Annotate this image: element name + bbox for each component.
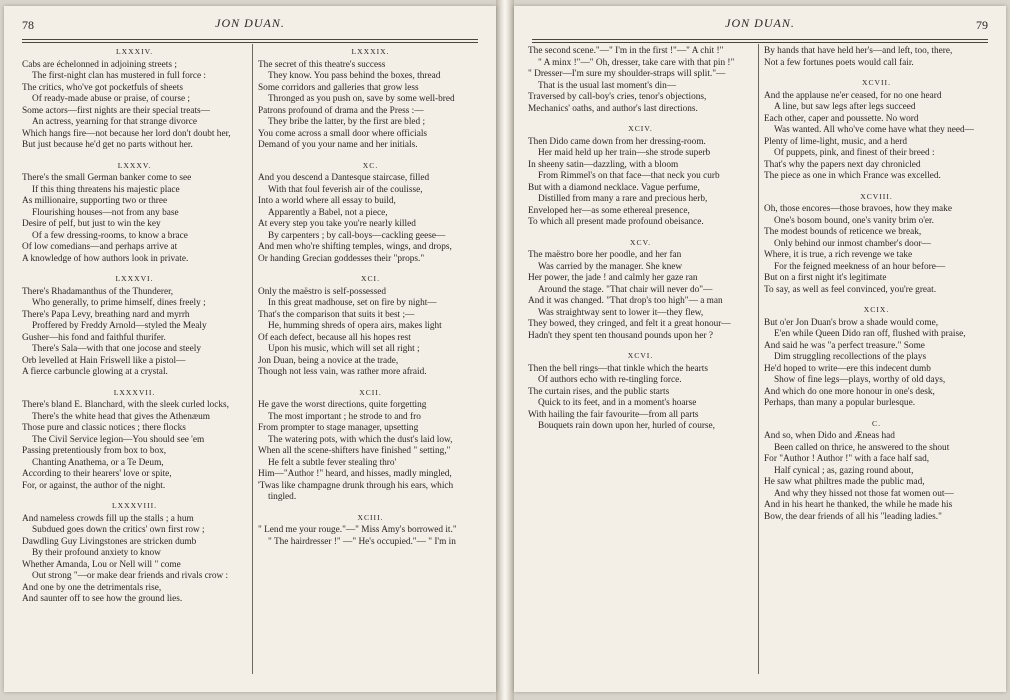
verse-line: E'en while Queen Dido ran off, flushed with praise, [774,329,966,339]
stanza-number: LXXXVIII. [111,501,158,510]
verse-line: The watering pots, with which the dust's laid low, [268,434,453,445]
verse-line: Orb levelled at Hain Friswell like a pistol— [22,355,186,366]
verse-line: The most important ; he strode to and fro [268,411,421,422]
stanza [22,46,247,152]
left-column-1 [22,46,247,614]
verse-line: Perhaps, than many a popular burlesque. [764,398,916,408]
left-column-2 [258,46,483,556]
verse-line: Oh, those encores—those bravoes, how they make [764,204,952,214]
verse-line: The Civil Service legion—You should see 'em [32,434,205,445]
stanza-number: LXXXV. [117,160,152,170]
verse-line: Thronged as you push on, save by some well-bred [268,94,455,104]
verse-line: That's why the papers next day chronicled [764,159,921,170]
stanza [258,387,483,504]
verse-line: Out strong "—or make dear friends and rivals crow : [32,571,229,581]
stanza-number: LXXXVII. [113,387,156,397]
verse-line: That's the comparison that suits it best ;— [258,309,415,320]
verse-line: Her maid held up her train—she strode superb [538,148,711,158]
verse-line: But with a diamond necklace. Vague perfume, [528,182,700,193]
verse-line: Chanting Anathema, or a Te Deum, [32,457,164,468]
stanza-number: XCVI. [627,351,654,360]
verse-line: When all the scene-shifters have finished " setting," [258,446,451,456]
verse-line: In sheeny satin—dazzling, with a bloom [528,159,679,170]
verse-line: They bowed, they cringed, and felt it a great honour— [528,319,731,329]
verse-line: An actress, yearning for that strange divorce [32,117,197,127]
verse-line: Patrons profound of drama and the Press :— [258,105,424,116]
right-page-number: 79 [976,18,988,32]
right-head-rule [532,39,988,43]
verse-line: " Lend me your rouge."—" Miss Amy's borrowed it." [258,525,457,535]
verse-line: A knowledge of how authors look in private. [22,253,189,264]
book-gutter [496,0,514,700]
verse-line: Some corridors and galleries that grow less [258,82,419,93]
stanza-number: C. [872,418,881,428]
stanza [764,191,989,297]
verse-line: He'd hoped to write—ere this indecent dumb [764,363,931,374]
verse-line: There's bland E. Blanchard, with the sleek curled locks, [22,400,229,410]
stanza-number: XCV. [630,237,651,247]
verse-line: Some actors—first nights are their special treats— [22,105,210,116]
verse-line: Been called on thrice, he answered to the shout [774,442,950,453]
verse-line: And it was changed. "That drop's too high"— a man [528,296,723,306]
stanza-number: XCIII. [357,512,384,522]
left-running-head [22,16,478,36]
verse-line: The secret of this theatre's success [258,59,386,70]
verse-line: But o'er Jon Duan's brow a shade would come, [764,317,939,328]
verse-line: Dawdling Guy Livingstones are stricken dumb [22,536,197,547]
verse-line: At every step you take you're nearly killed [258,219,416,229]
verse-line: You come across a small door where officials [258,128,428,139]
verse-line: Her power, the jade ! and calmly her gaze ran [528,273,698,283]
stanza-number: LXXXIV. [115,47,154,56]
verse-line: The first-night clan has mustered in full force : [32,71,207,81]
verse-line: Half cynical ; as, gazing round about, [774,465,914,476]
verse-line: There's the white head that gives the Athenæum [32,411,211,422]
verse-line: By hands that have held her's—and left, too, there, [764,46,953,56]
verse-line: And the applause ne'er ceased, for no one heard [764,90,942,101]
right-running-head [532,16,988,36]
verse-line: There's Rhadamanthus of the Thunderer, [22,286,174,297]
verse-line: The second scene."—" I'm in the first !"—" A chit !" [528,46,724,56]
verse-line: But on a first night it's legitimate [764,273,887,283]
stanza [22,273,247,379]
stanza [764,418,989,524]
verse-line: Dim struggling recollections of the plays [774,352,927,362]
verse-line: From Rimmel's on that face—that neck you curb [538,171,720,181]
verse-line: Each other, caper and poussette. No word [764,113,919,124]
verse-line: With that foul feverish air of the coulisse, [268,184,423,195]
verse-line: To say, as well as feel convinced, you're great. [764,284,937,295]
verse-line: And why they hissed not those fat women out— [774,488,954,499]
stanza-number: XCI. [361,274,380,283]
verse-line: Of each defect, because all his hopes rest [258,332,411,343]
verse-line: Where, it is true, a rich revenge we take [764,250,913,260]
verse-line: Subdued goes down the critics' own first row ; [32,525,205,535]
left-page-number: 78 [22,18,34,32]
stanza-number: XCIX. [863,305,890,314]
verse-line: For, or against, the author of the night. [22,480,166,491]
verse-line: And you descend a Dantesque staircase, filled [258,173,430,183]
verse-line: From prompter to stage manager, upsetting [258,423,419,433]
verse-line: 'Twas like champagne drunk through his ears, which tingled. [258,480,454,502]
verse-line: Jon Duan, being a novice at the trade, [258,355,399,366]
verse-line: They know. You pass behind the boxes, thread [268,71,441,81]
left-column-divider [252,44,253,674]
verse-line: He saw what philtres made the public mad, [764,477,925,487]
verse-line: He felt a subtle fever stealing thro' [268,457,397,468]
stanza [528,350,753,433]
verse-line: " The hairdresser !" —" He's occupied."— " I'm in [268,536,456,547]
right-column-2 [764,46,989,531]
verse-line: Of authors echo with re-tingling force. [538,375,682,385]
verse-line: Hadn't they spent ten thousand pounds upon her ? [528,330,713,341]
verse-line: And saunter off to see how the ground lies. [22,594,183,604]
verse-line: Demand of you your name and her initials. [258,140,418,150]
verse-line: The critics, who've got pocketfuls of sheets [22,82,183,93]
verse-line: Was straightway sent to lower it—they flew, [538,307,704,318]
verse-line: Distilled from many a rare and precious herb, [538,194,708,204]
verse-line: The piece as one in which France was excelled. [764,171,941,181]
verse-line: The maëstro bore her poodle, and her fan [528,250,682,260]
stanza [528,123,753,229]
stanza-number: XC. [362,160,379,170]
verse-line: Quick to its feet, and in a moment's hoarse [538,398,697,408]
stanza [22,387,247,493]
verse-line: One's bosom bound, one's vanity brim o'er. [774,215,934,226]
verse-line: And said he was "a perfect treasure." Some [764,340,925,351]
verse-line: Bouquets rain down upon her, hurled of course, [538,421,716,431]
verse-line: Gusher—his fond and faithful thurifer. [22,332,166,343]
verse-line: Bow, the dear friends of all his "leading ladies." [764,511,942,522]
stanza-number: XCVII. [862,78,891,87]
verse-line: By carpenters ; by call-boys—cackling geese— [268,230,446,241]
stanza-number: XCII. [359,387,382,397]
stanza-number: XCIV. [628,124,653,133]
verse-line: But just because he'd get no parts without her. [22,140,193,150]
verse-line: Cabs are échelonned in adjoining streets ; [22,59,177,70]
verse-line: " Dresser—I'm sure my shoulder-straps will split."— [528,69,726,79]
verse-line: Passing pretentiously from box to box, [22,446,167,456]
verse-line: Was wanted. All who've come have what they need— [774,125,974,135]
verse-line: The modest bounds of reticence we break, [764,227,922,237]
verse-line: Which hangs fire—not because her lord don't doubt her, [22,128,231,139]
verse-line: And which do one more honour in one's desk, [764,386,935,397]
verse-line: A fierce carbuncle glowing at a crystal. [22,367,168,377]
verse-line: There's Sala—with that one jocose and steely [32,344,201,354]
verse-line: With hailing the fair favourite—from all parts [528,409,699,420]
verse-line: And in his heart he thanked, the while he made his [764,500,953,510]
verse-line: A line, but saw legs after legs succeed [774,102,916,112]
verse-line: Plenty of lime-light, music, and a herd [764,136,908,147]
verse-line: Of ready-made abuse or praise, of course ; [32,94,190,104]
stanza [528,237,753,343]
verse-line: Those pure and classic notices ; there flocks [22,423,186,433]
verse-line: Then Dido came down from her dressing-room. [528,136,706,147]
stanza [258,46,483,152]
verse-line: Him—"Author !" heard, and hisses, madly mingled, [258,469,452,479]
verse-line: Around the stage. "That chair will never do"— [538,284,713,295]
verse-line: Or handing Grecian goddesses their "props." [258,253,425,264]
verse-line: Show of fine legs—plays, worthy of old days, [774,375,946,385]
stanza [258,273,483,379]
verse-line: They bribe the latter, by the first are bled ; [268,117,426,127]
verse-line: That is the usual last moment's din— [538,80,677,91]
stanza [764,304,989,410]
verse-line: Then the bell rings—that tinkle which the hearts [528,363,708,374]
right-column-divider [758,44,759,674]
verse-line: To which all present made profound obeisance. [528,217,704,227]
verse-line: Mechanics' oaths, and author's last directions. [528,103,698,114]
verse-line: Upon his music, which will set all right ; [268,344,420,354]
verse-line: According to their hearers' love or spite, [22,469,172,479]
verse-line: And one by one the detrimentals rise, [22,582,162,593]
verse-line: Only the maëstro is self-possessed [258,286,387,297]
verse-line: In this great madhouse, set on fire by night— [268,298,437,308]
verse-line: The curtain rises, and the public starts [528,386,670,397]
verse-line: As millionaire, supporting two or three [22,196,168,206]
verse-line: " A minx !"—" Oh, dresser, take care with that pin !" [538,57,735,68]
right-running-title: JON DUAN. [725,16,795,30]
verse-line: For the feigned meekness of an hour before— [774,261,946,272]
right-page [514,6,1006,692]
verse-line: Into a world where all essay to build, [258,196,396,206]
verse-line: By their profound anxiety to know [32,548,161,558]
verse-line: Of puppets, pink, and finest of their breed : [774,148,935,158]
verse-line: Desire of pelf, but just to win the key [22,219,161,229]
verse-line: Only behind our inmost chamber's door— [774,238,931,249]
stanza [528,46,753,115]
verse-line: Of low comedians—and perhaps arrive at [22,242,178,252]
stanza-number: XCVIII. [860,191,893,201]
verse-line: There's the small German banker come to see [22,173,192,183]
stanza-number: LXXXIX. [351,47,390,56]
verse-line: Proffered by Freddy Arnold—styled the Mealy [32,321,207,331]
verse-line: Traversed by call-boy's cries, tenor's objections, [528,92,707,102]
verse-line: And men who're shifting temples, wings, and drops, [258,242,452,252]
verse-line: And nameless crowds fill up the stalls ; a hum [22,513,194,524]
verse-line: Who generally, to prime himself, dines freely ; [32,298,206,308]
stanza [258,512,483,549]
verse-line: He, humming shreds of opera airs, makes light [268,321,442,331]
verse-line: Apparently a Babel, not a piece, [268,207,388,218]
stanza [764,77,989,183]
verse-line: Enveloped her—as some ethereal presence, [528,205,690,216]
stanza [764,46,989,69]
verse-line: There's Papa Levy, breathing nard and myrrh [22,309,190,320]
right-column-1 [528,46,753,441]
verse-line: If this thing threatens his majestic place [32,184,180,195]
left-running-title: JON DUAN. [215,16,285,30]
left-head-rule [22,39,478,43]
verse-line: Flourishing houses—not from any base [32,207,179,218]
verse-line: Was carried by the manager. She knew [538,261,683,272]
verse-line: And so, when Dido and Æneas had [764,431,895,441]
verse-line: Not a few fortunes poets would call fair. [764,57,914,68]
stanza [22,160,247,266]
verse-line: Though not less vain, was rather more afraid. [258,367,427,377]
left-page [4,6,496,692]
stanza-number: LXXXVI. [115,274,154,283]
stanza [22,500,247,606]
verse-line: Of a few dressing-rooms, to know a brace [32,230,188,241]
verse-line: He gave the worst directions, quite forgetting [258,400,427,410]
verse-line: Whether Amanda, Lou or Nell will " come [22,559,181,570]
stanza [258,160,483,266]
verse-line: For "Author ! Author !" with a face half sad, [764,454,930,464]
